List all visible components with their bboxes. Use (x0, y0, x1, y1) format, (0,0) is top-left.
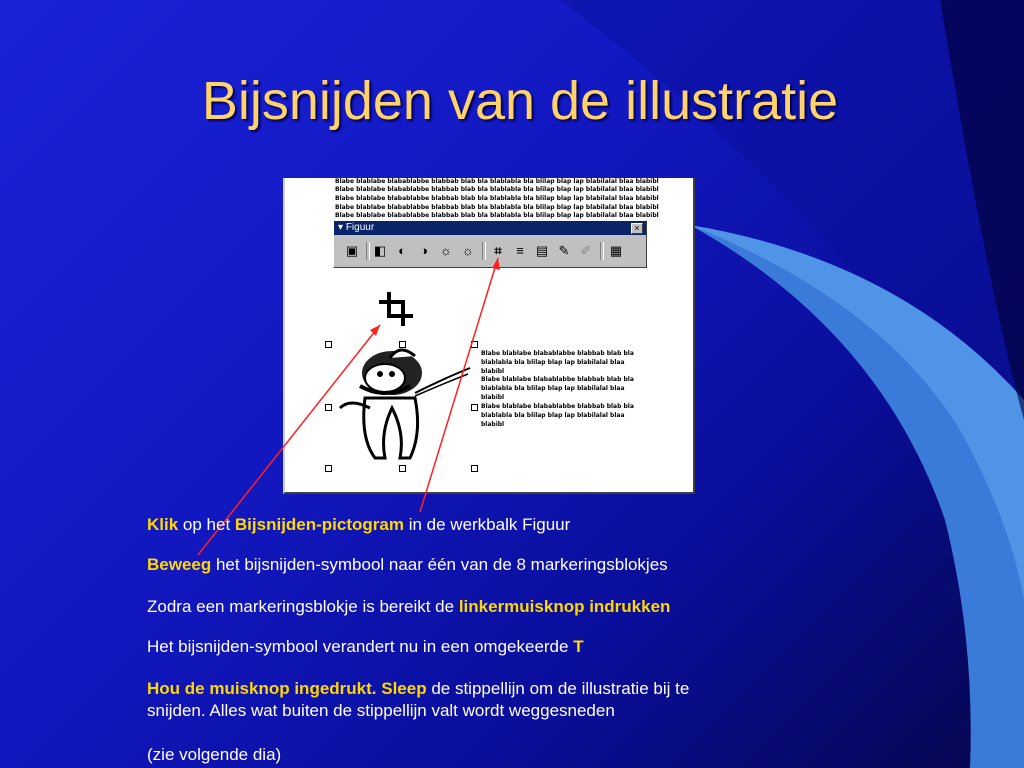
bullet-5-bold: Hou de muisknop ingedrukt. Sleep (147, 679, 427, 698)
more-contrast-icon[interactable]: ◐ (398, 243, 406, 258)
bullet-2 (147, 554, 867, 576)
toolbar-close-button[interactable]: × (631, 223, 643, 234)
insert-picture-icon[interactable]: ▣ (345, 243, 359, 258)
bullet-4-text: Het bijsnijden-symbool verandert nu in een omgekeerde (147, 637, 574, 656)
less-brightness-icon[interactable]: ☼ (462, 243, 474, 258)
filler-line: Blabe blablabe blabablabbe blabbab blab bla blablabla bla blilap blap lap blabilalal blaa blabibl (335, 195, 659, 202)
side-text-line: blabibl (481, 394, 505, 401)
bullet-1-text: op het (178, 515, 235, 534)
bullet-4-bold: T (573, 637, 584, 656)
set-transparent-color-icon[interactable]: ✐ (580, 243, 592, 258)
bullet-3-text: Zodra een markeringsblokje is bereikt de (147, 597, 459, 616)
bullet-6-text: (zie volgende dia) (147, 745, 282, 764)
bullet-2-text: het bijsnijden-symbool naar één van de 8 markeringsblokjes (211, 555, 668, 574)
bullet-2-bold: Beweeg (147, 555, 212, 574)
side-text-line: blabibl (481, 421, 505, 428)
side-text-line: blablabla bla blilap blap lap blabilalal blaa (481, 385, 625, 392)
bullet-1-bold2: Bijsnijden-pictogram (234, 515, 404, 534)
bullet-1-text2: in de werkbalk Figuur (403, 515, 571, 534)
line-style-icon[interactable]: ≡ (516, 243, 524, 258)
format-picture-icon[interactable]: ✎ (558, 243, 570, 258)
reset-picture-icon[interactable]: ▦ (609, 243, 623, 258)
text-wrapping-icon[interactable]: ▤ (535, 243, 549, 258)
bullet-5-text: de stippellijn om de illustratie bij te (426, 679, 690, 698)
bullet-5 (147, 678, 867, 722)
filler-line: Blabe blablabe blabablabbe blabbab blab bla blablabla bla blilap blap lap blabilalal blaa blabibl (335, 178, 659, 185)
filler-line: Blabe blablabe blabablabbe blabbab blab bla blablabla bla blilap blap lap blabilalal blaa blabibl (335, 212, 659, 219)
crop-icon[interactable]: ⌗ (494, 243, 502, 258)
bullet-5-text2: snijden. Alles wat buiten de stippellijn valt wordt weggesneden (147, 701, 615, 720)
bullet-1-bold: Klik (147, 515, 179, 534)
more-brightness-icon[interactable]: ☼ (440, 243, 452, 258)
toolbar-title: Figuur (345, 222, 375, 233)
side-text-line: Blabe blablabe blabablabbe blabbab blab bla (481, 403, 634, 410)
side-text-line: blablabla bla blilap blap lap blabilalal blaa (481, 412, 625, 419)
side-text-line: blabibl (481, 368, 505, 375)
filler-line: Blabe blablabe blabablabbe blabbab blab bla blablabla bla blilap blap lap blabilalal blaa blabibl (335, 186, 659, 193)
arrow-to-crop-button (420, 258, 498, 512)
bullet-6 (147, 744, 867, 766)
image-control-icon[interactable]: ◧ (373, 243, 387, 258)
bullet-3 (147, 596, 867, 618)
side-text-line: Blabe blablabe blabablabbe blabbab blab bla (481, 376, 634, 383)
filler-line: Blabe blablabe blabablabbe blabbab blab bla blablabla bla blilap blap lap blabilalal blaa blabibl (335, 204, 659, 211)
bullet-3-bold: linkermuisknop indrukken (458, 597, 671, 616)
less-contrast-icon[interactable]: ◑ (420, 243, 428, 258)
toolbar-menu-arrow-icon[interactable]: ▾ (338, 222, 346, 233)
side-text-line: Blabe blablabe blabablabbe blabbab blab bla (481, 350, 634, 357)
side-text-line: blablabla bla blilap blap lap blabilalal blaa (481, 359, 625, 366)
bullet-4 (147, 636, 867, 658)
bullet-1 (147, 514, 867, 536)
slide-title: Bijsnijden van de illustratie (201, 71, 839, 131)
